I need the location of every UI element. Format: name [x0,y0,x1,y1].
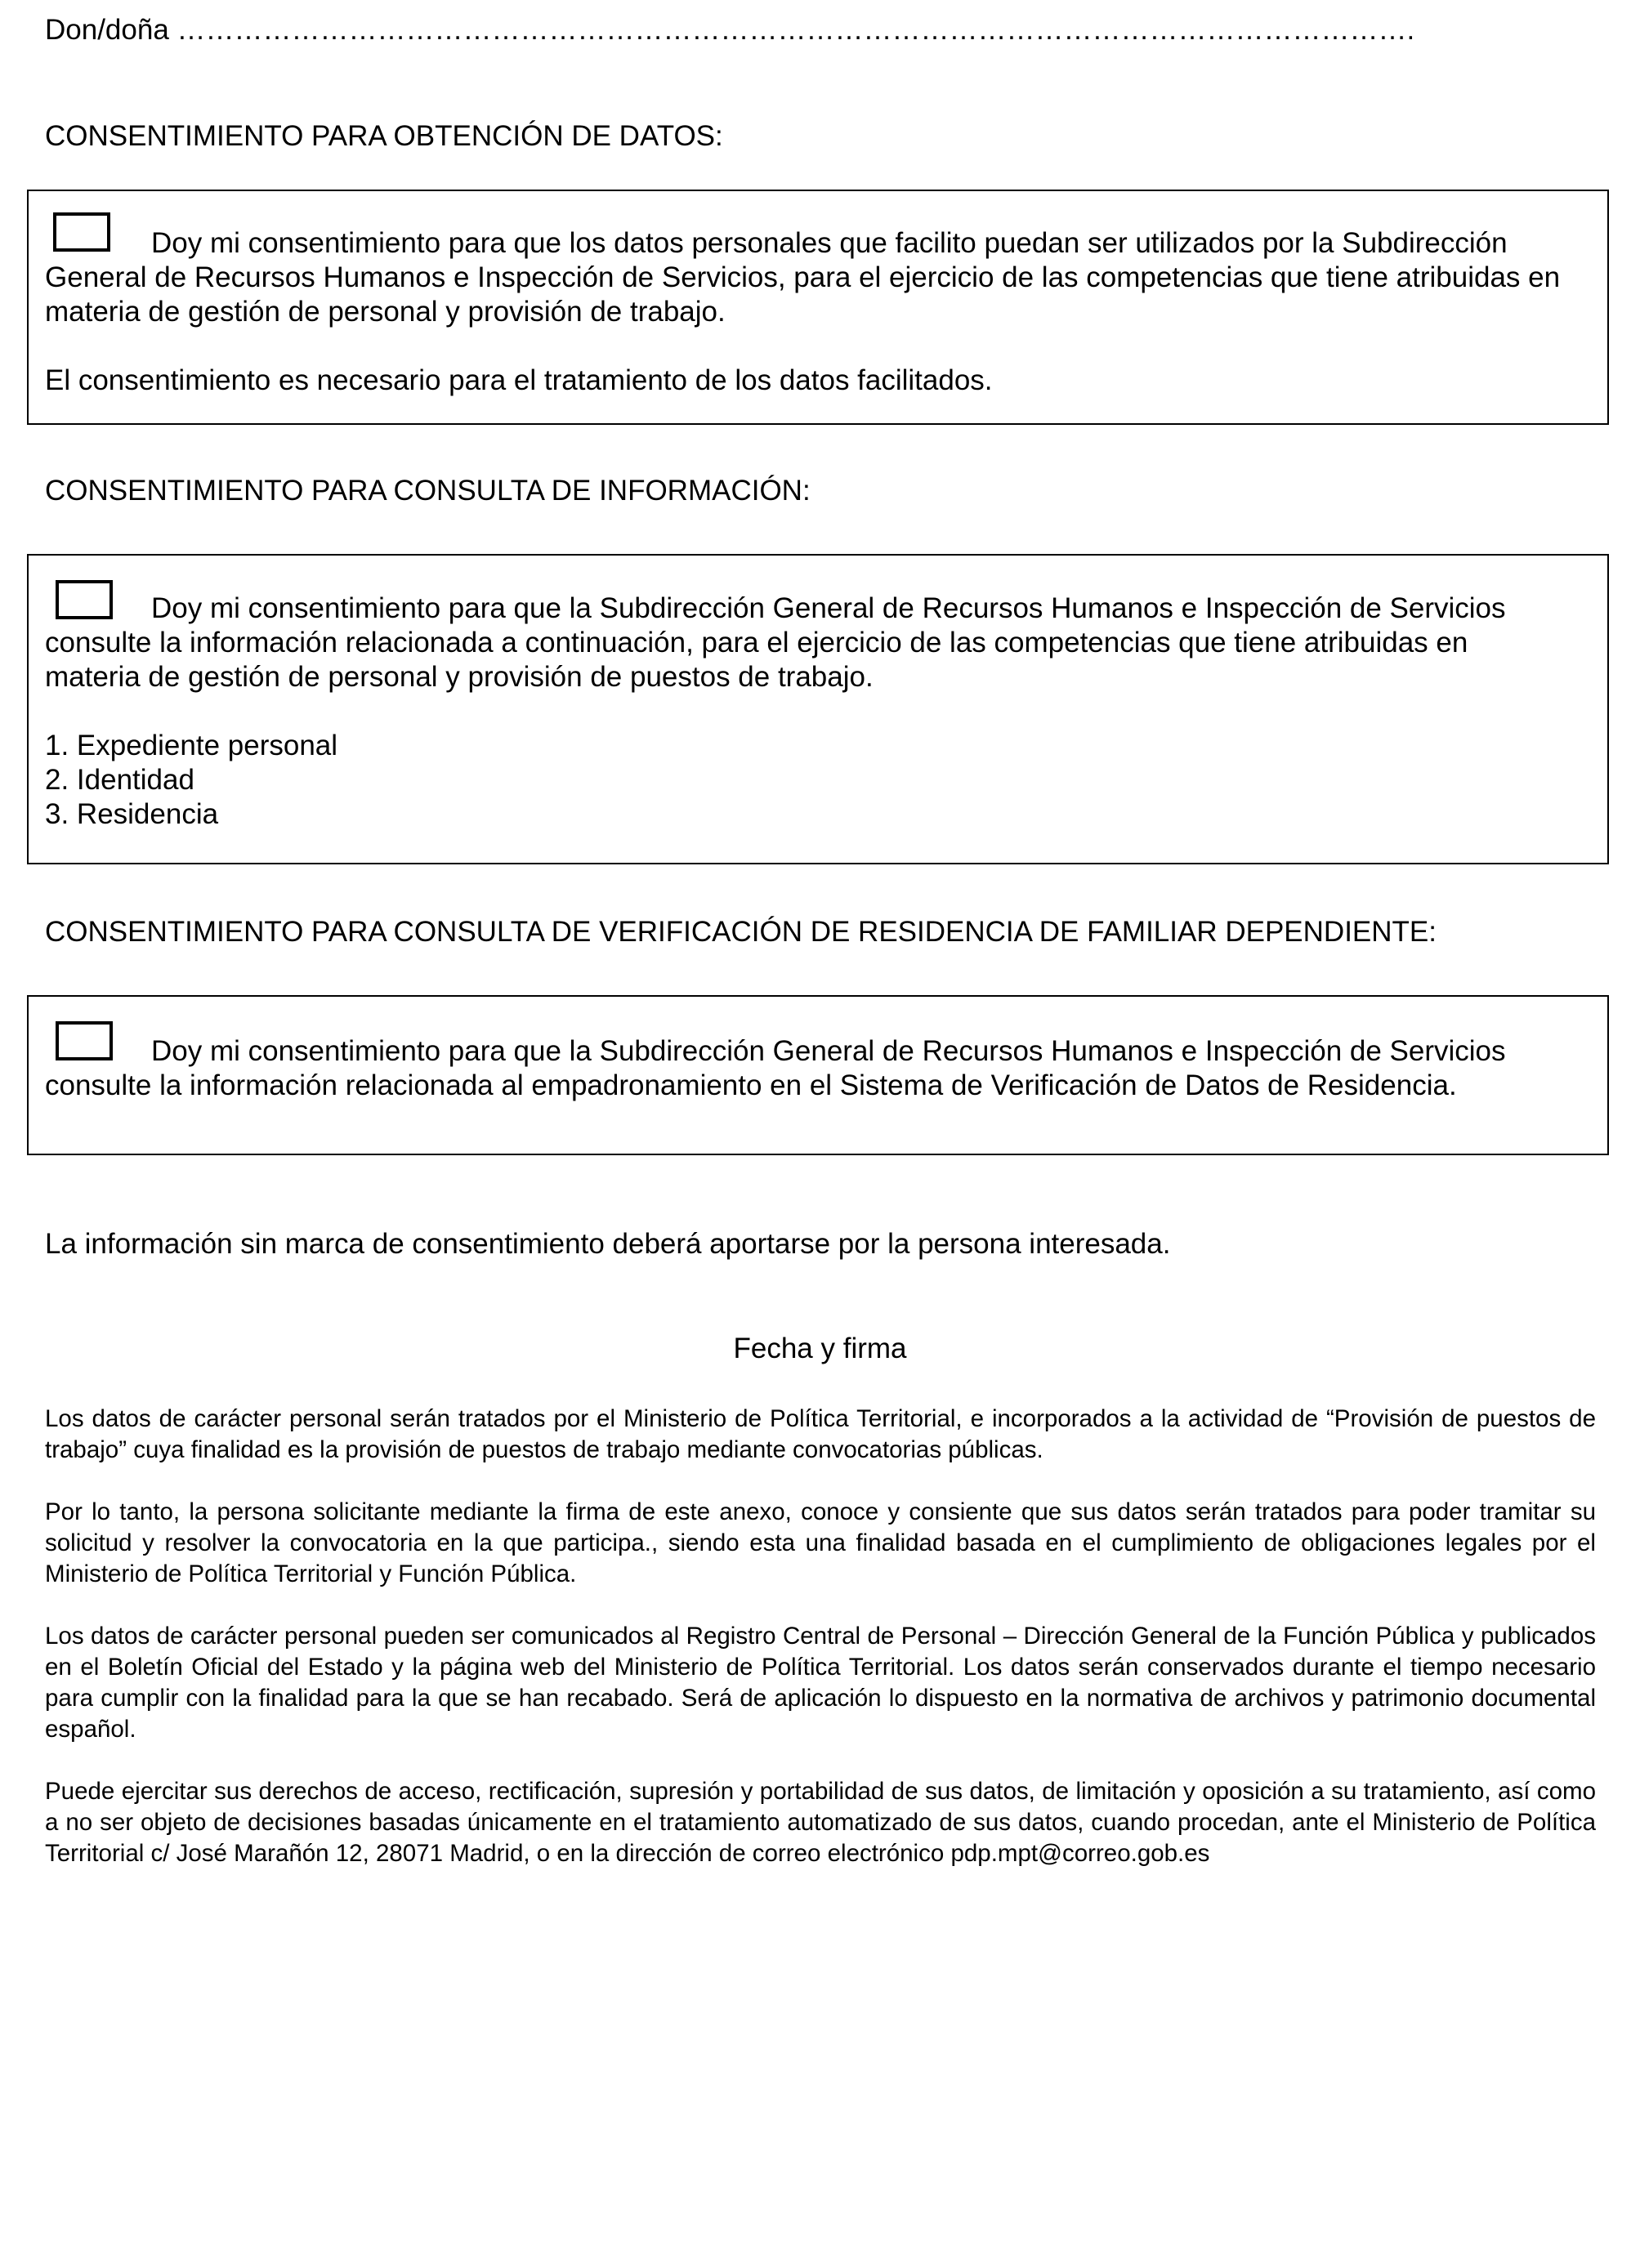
consent-notice: La información sin marca de consentimiento deberá aportarse por la persona interesada. [45,1228,1171,1260]
consent-box-consulta-informacion [27,554,1609,864]
consent-line-1: Doy mi consentimiento para que los datos personales que facilito puedan ser utilizados por la Subdirección [151,227,1508,259]
legal-paragraph-2: Por lo tanto, la persona solicitante mediante la firma de este anexo, conoce y consiente que sus datos serán tratados para poder tramitar su solicitud y resolver la convocatoria en la que participa., siendo esta una finalidad basada en el cumplimiento de obligaciones legales por el Ministerio de Política Territorial y Función Pública. [45,1498,1596,1587]
legal-paragraph-4: Puede ejercitar sus derechos de acceso, rectificación, supresión y portabilidad de sus datos, de limitación y oposición a su tratamiento, así como a no ser objeto de decisiones basadas únicamente en el tratamiento automatizado de sus datos, cuando procedan, ante el Ministerio de Política Territorial c/ José Marañón 12, 28071 Madrid, o en la dirección de correo electrónico pdp.mpt@correo.gob.es [45,1778,1596,1867]
consent-line-3: materia de gestión de personal y provisión de puestos de trabajo. [45,661,874,693]
list-item-expediente: 1. Expediente personal [45,730,338,761]
section-title-verificacion-residencia: CONSENTIMIENTO PARA CONSULTA DE VERIFICACIÓN DE RESIDENCIA DE FAMILIAR DEPENDIENTE: [45,916,1437,948]
consent-line-1: Doy mi consentimiento para que la Subdirección General de Recursos Humanos e Inspección de Servicios [151,592,1506,624]
list-item-residencia: 3. Residencia [45,798,219,830]
date-signature-label: Fecha y firma [733,1333,907,1364]
consent-text-consulta-informacion [45,592,1602,832]
consent-note: El consentimiento es necesario para el tratamiento de los datos facilitados. [45,364,993,396]
consent-line-2: consulte la información relacionada a continuación, para el ejercicio de las competencias que tiene atribuidas en [45,627,1468,659]
section-title-consulta-informacion: CONSENTIMIENTO PARA CONSULTA DE INFORMACIÓN: [45,475,811,507]
list-item-identidad: 2. Identidad [45,764,194,796]
consent-text-obtencion-datos [45,226,1602,398]
consent-line-2: consulte la información relacionada al empadronamiento en el Sistema de Verificación de Datos de Residencia. [45,1069,1457,1101]
consent-box-verificacion-residencia [27,995,1609,1155]
consent-line-1: Doy mi consentimiento para que la Subdirección General de Recursos Humanos e Inspección de Servicios [151,1035,1506,1067]
consent-box-obtencion-datos [27,190,1609,425]
section-title-obtencion-datos: CONSENTIMIENTO PARA OBTENCIÓN DE DATOS: [45,120,723,152]
name-field-line[interactable]: Don/doña …………………………………………………………………………………………………………………. [45,14,1415,46]
legal-paragraph-1: Los datos de carácter personal serán tratados por el Ministerio de Política Territorial, e incorporados a la actividad de “Provisión de puestos de trabajo” cuya finalidad es la provisión de puestos de trabajo mediante convocatorias públicas. [45,1405,1596,1463]
consent-line-3: materia de gestión de personal y provisión de trabajo. [45,296,726,328]
consent-text-verificacion-residencia [45,1034,1602,1103]
legal-paragraph-3: Los datos de carácter personal pueden ser comunicados al Registro Central de Personal – Dirección General de la Función Pública y publicados en el Boletín Oficial del Estado y la página web del Ministerio de Política Territorial. Los datos serán conservados durante el tiempo necesario para cumplir con la finalidad para la que se han recabado. Será de aplicación lo dispuesto en la normativa de archivos y patrimonio documental español. [45,1623,1596,1743]
consent-line-2: General de Recursos Humanos e Inspección de Servicios, para el ejercicio de las competencias que tiene atribuidas en [45,261,1561,293]
